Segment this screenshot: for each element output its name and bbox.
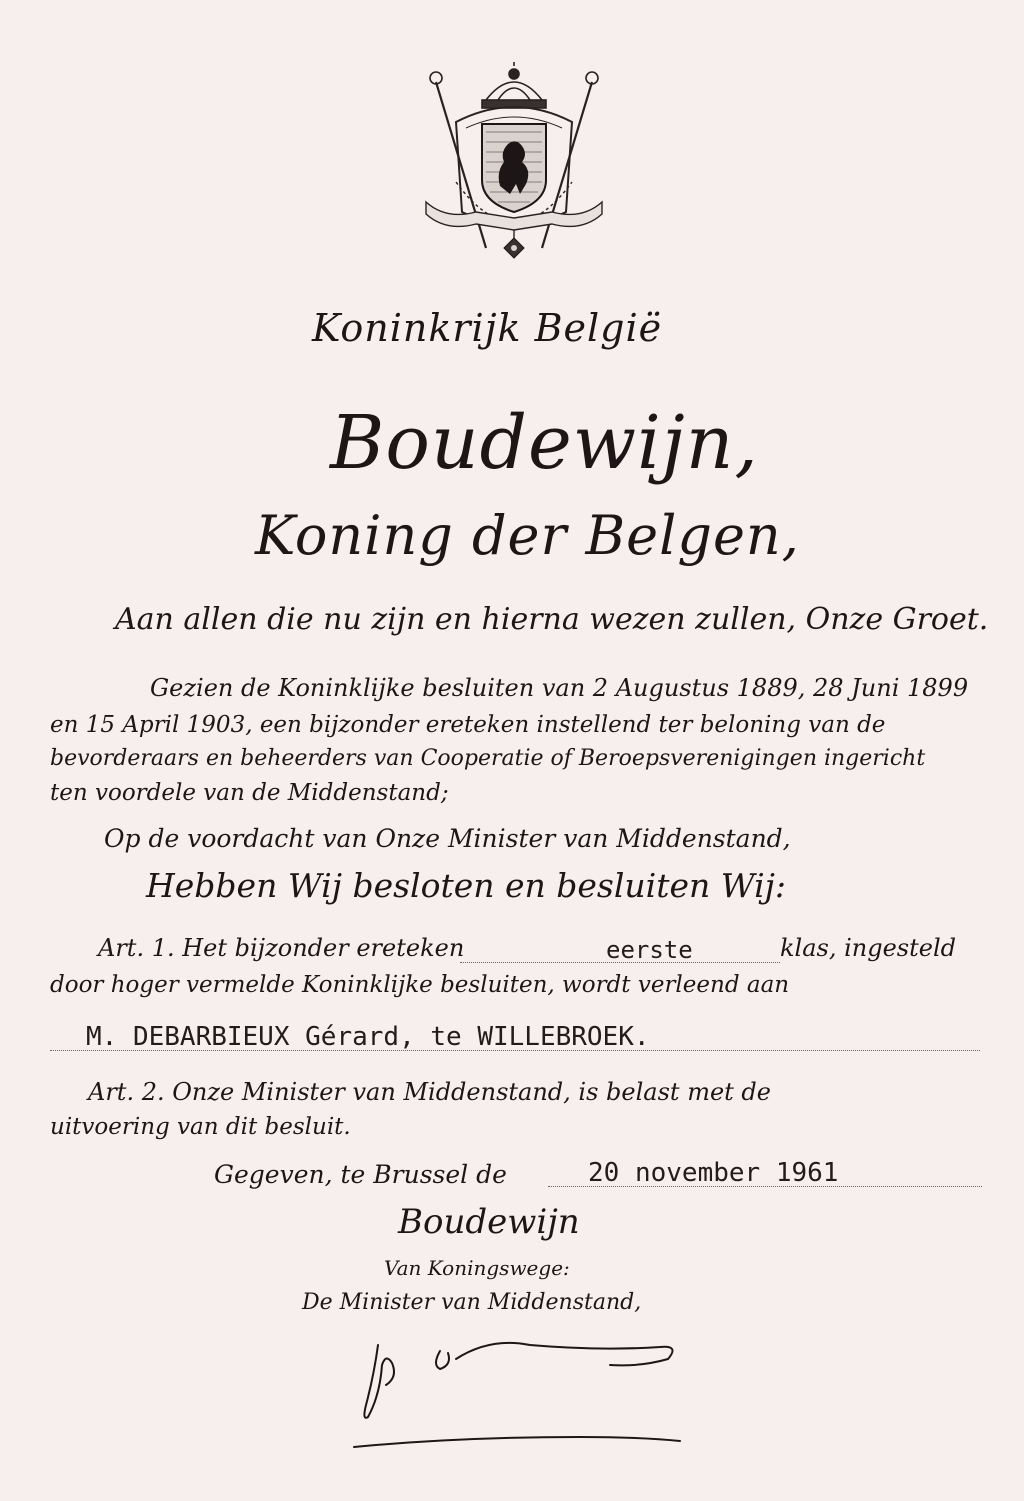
article1-part2: klas, ingesteld	[780, 934, 957, 962]
given-label: Gegeven, te Brussel de	[214, 1160, 507, 1189]
preamble-line-4: ten voordele van de Middenstand;	[50, 780, 449, 806]
minister-handwritten-signature	[340, 1325, 700, 1465]
king-of-belgians-title: Koning der Belgen,	[255, 504, 800, 567]
decision-line: Hebben Wij besloten en besluiten Wij:	[146, 866, 786, 905]
recipient-name: M. DEBARBIEUX Gérard, te WILLEBROEK.	[86, 1022, 650, 1052]
kingdom-title: Koninkrijk België	[312, 306, 663, 350]
article2-line2: uitvoering van dit besluit.	[50, 1114, 351, 1140]
coat-of-arms-emblem	[416, 62, 612, 262]
article2-line1: Art. 2. Onze Minister van Middenstand, is belast met de	[88, 1078, 771, 1106]
preamble-line-1: Gezien de Koninklijke besluiten van 2 Augustus 1889, 28 Juni 1899	[150, 674, 969, 702]
preamble-line-2: en 15 April 1903, een bijzonder ereteken instellend ter beloning van de	[50, 712, 886, 738]
preamble-line-3: bevorderaars en beheerders van Cooperatie of Beroepsverenigingen ingericht	[50, 746, 926, 771]
minister-title: De Minister van Middenstand,	[302, 1290, 642, 1315]
given-date: 20 november 1961	[588, 1158, 839, 1188]
greeting-line: Aan allen die nu zijn en hierna wezen zullen, Onze Groet.	[115, 602, 989, 637]
by-king-line: Van Koningswege:	[384, 1256, 570, 1280]
article1-part1: Art. 1. Het bijzonder ereteken	[98, 934, 465, 962]
class-value: eerste	[606, 936, 693, 964]
king-signature: Boudewijn	[398, 1202, 580, 1242]
proposal-line: Op de voordacht van Onze Minister van Middenstand,	[104, 824, 791, 853]
king-name-title: Boudewijn,	[330, 400, 759, 486]
article1-line2: door hoger vermelde Koninklijke besluiten, wordt verleend aan	[50, 972, 790, 998]
